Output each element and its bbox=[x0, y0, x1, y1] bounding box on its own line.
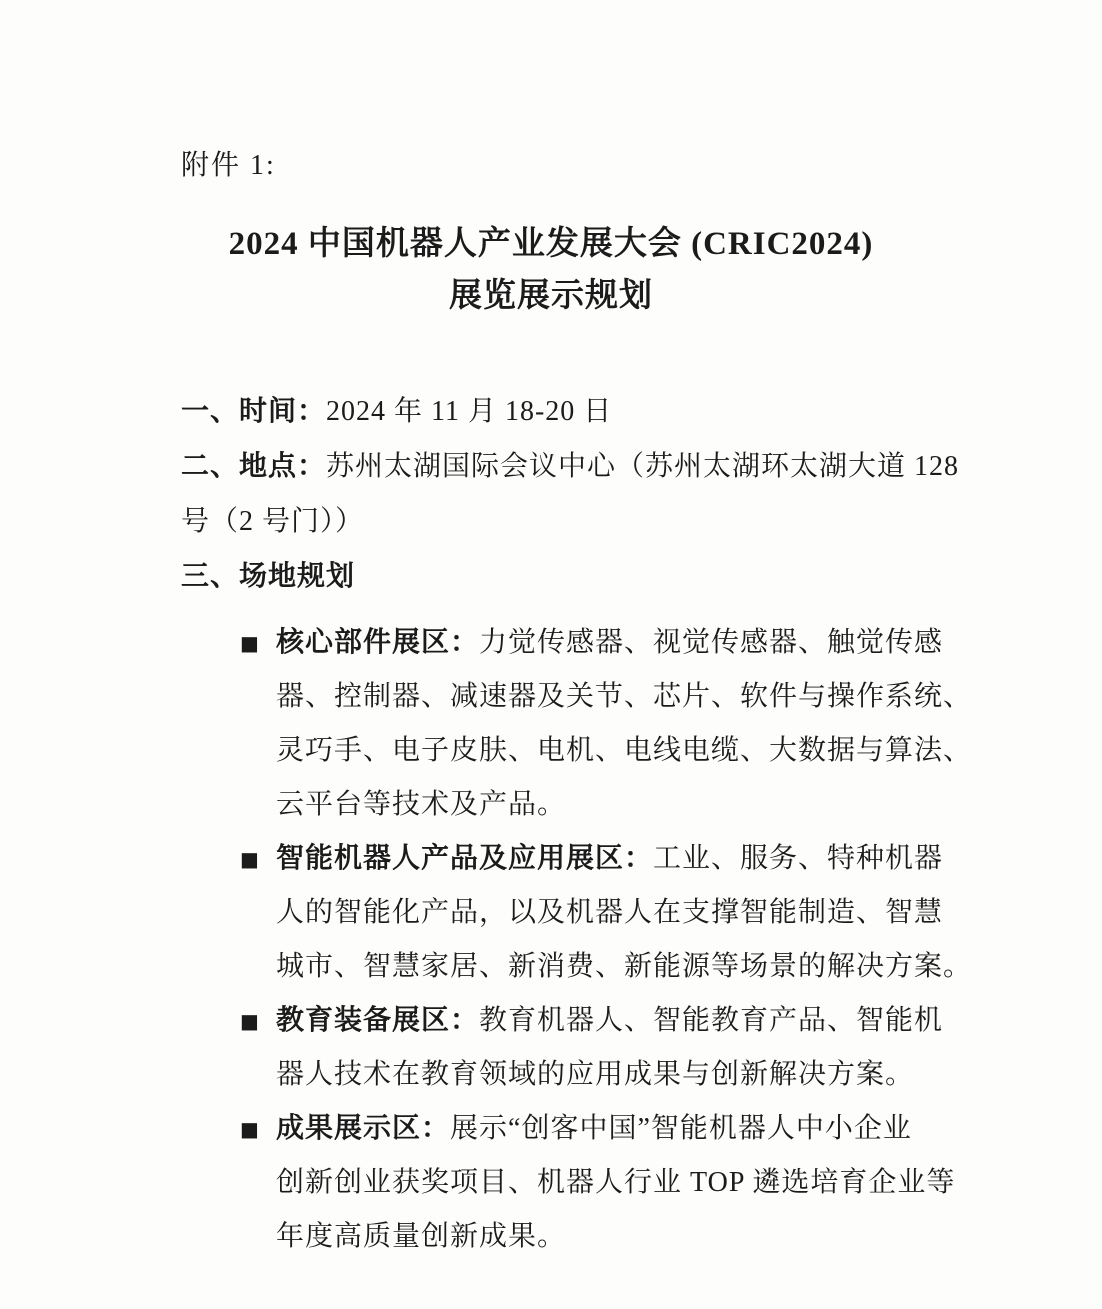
bullet-item-line bbox=[276, 1102, 952, 1156]
numbered-item-line bbox=[181, 439, 960, 494]
document-body bbox=[181, 384, 973, 1264]
document-title bbox=[0, 218, 1102, 322]
numbered-item-line bbox=[181, 384, 952, 439]
bullet-item-line bbox=[276, 616, 952, 670]
numbered-item-text: 2024 年 11 月 18-20 日 bbox=[326, 396, 613, 427]
document-title-line: 2024 中国机器人产业发展大会 (CRIC2024) bbox=[228, 226, 874, 262]
numbered-item-label: 一、时间： bbox=[181, 396, 327, 427]
bullet-square-icon: ■ bbox=[240, 1009, 260, 1033]
bullet-item-line-text: 教育机器人、智能教育产品、智能机 bbox=[479, 1005, 944, 1036]
bullet-square-icon: ■ bbox=[240, 1117, 260, 1141]
numbered-item-text: 苏州太湖国际会议中心（苏州太湖环太湖大道 128 bbox=[326, 451, 960, 482]
bullet-item-label: 教育装备展区： bbox=[276, 1005, 480, 1036]
numbered-item-line bbox=[181, 549, 952, 604]
document-title-line: 展览展示规划 bbox=[449, 278, 653, 314]
bullet-item-line bbox=[276, 994, 952, 1048]
bullet-item bbox=[181, 1102, 956, 1264]
numbered-section-list bbox=[181, 384, 960, 604]
bullet-item-line-text: 展示“创客中国”智能机器人中小企业 bbox=[450, 1113, 912, 1144]
bullet-item bbox=[181, 616, 973, 832]
attachment-label: 附件 1: bbox=[181, 150, 276, 181]
bullet-item-line: 器、控制器、减速器及关节、芯片、软件与操作系统、 bbox=[276, 681, 973, 712]
bullet-section-list bbox=[181, 616, 973, 1264]
numbered-item-label: 三、场地规划 bbox=[181, 561, 356, 592]
bullet-item bbox=[181, 832, 973, 994]
bullet-item-line-text: 工业、服务、特种机器 bbox=[653, 843, 944, 874]
bullet-item-line bbox=[276, 832, 952, 886]
bullet-item-text bbox=[276, 832, 973, 994]
bullet-item-line: 灵巧手、电子皮肤、电机、电线电缆、大数据与算法、 bbox=[276, 735, 973, 766]
bullet-item-text bbox=[276, 1102, 956, 1264]
bullet-item bbox=[181, 994, 952, 1102]
bullet-item-line: 人的智能化产品，以及机器人在支撑智能制造、智慧 bbox=[276, 897, 944, 928]
bullet-item-line: 年度高质量创新成果。 bbox=[276, 1221, 567, 1252]
bullet-item-line: 城市、智慧家居、新消费、新能源等场景的解决方案。 bbox=[276, 951, 973, 982]
bullet-item-line: 云平台等技术及产品。 bbox=[276, 789, 567, 820]
bullet-square-icon: ■ bbox=[240, 847, 260, 871]
bullet-item-label: 智能机器人产品及应用展区： bbox=[276, 843, 654, 874]
bullet-item-label: 核心部件展区： bbox=[276, 627, 480, 658]
bullet-item-text bbox=[276, 994, 952, 1102]
bullet-item-label: 成果展示区： bbox=[276, 1113, 451, 1144]
bullet-item-line-text: 力觉传感器、视觉传感器、触觉传感 bbox=[479, 627, 944, 658]
bullet-item-text bbox=[276, 616, 973, 832]
numbered-item-label: 二、地点： bbox=[181, 451, 327, 482]
numbered-item-line: 号（2 号门）） bbox=[181, 506, 365, 537]
bullet-item-line: 创新创业获奖项目、机器人行业 TOP 遴选培育企业等 bbox=[276, 1167, 956, 1198]
bullet-item-line: 器人技术在教育领域的应用成果与创新解决方案。 bbox=[276, 1059, 915, 1090]
bullet-square-icon: ■ bbox=[240, 631, 260, 655]
